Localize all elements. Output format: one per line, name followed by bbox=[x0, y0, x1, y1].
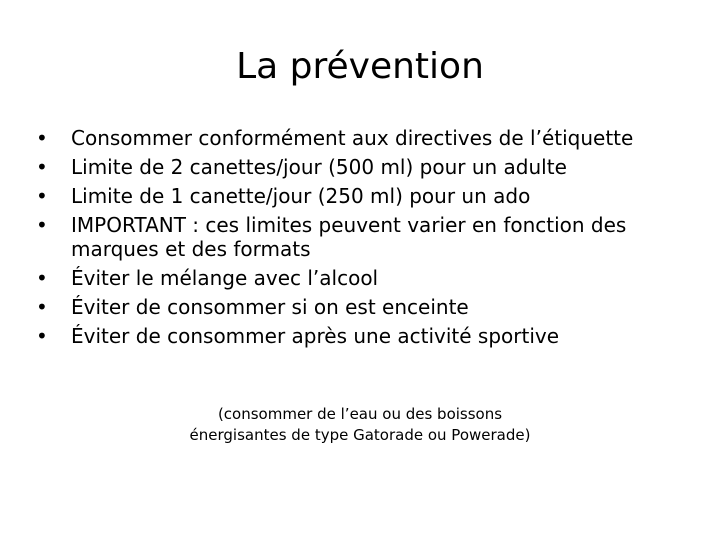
bullet-icon: • bbox=[36, 266, 48, 290]
bullet-text: Éviter de consommer après une activité sportive bbox=[71, 324, 560, 348]
bullet-text: Éviter de consommer si on est enceinte bbox=[71, 295, 469, 319]
bullet-item bbox=[36, 213, 686, 261]
footnote-line: (consommer de l’eau ou des boissons bbox=[217, 405, 503, 423]
bullet-text: Limite de 2 canettes/jour (500 ml) pour un adulte bbox=[71, 155, 567, 179]
bullet-icon: • bbox=[36, 324, 48, 348]
bullet-item bbox=[36, 266, 686, 290]
bullet-icon: • bbox=[36, 295, 48, 319]
bullet-icon: • bbox=[36, 213, 48, 237]
bullet-list bbox=[36, 126, 686, 353]
bullet-item bbox=[36, 324, 686, 348]
footnote bbox=[150, 404, 570, 446]
slide-title: La prévention bbox=[236, 46, 484, 87]
footnote-line: énergisantes de type Gatorade ou Powerade) bbox=[189, 426, 531, 444]
bullet-item bbox=[36, 184, 686, 208]
bullet-item bbox=[36, 295, 686, 319]
bullet-text: IMPORTANT : ces limites peuvent varier en fonction des marques et des formats bbox=[71, 213, 627, 261]
bullet-item bbox=[36, 155, 686, 179]
bullet-icon: • bbox=[36, 155, 48, 179]
bullet-icon: • bbox=[36, 126, 48, 150]
bullet-icon: • bbox=[36, 184, 48, 208]
bullet-text: Limite de 1 canette/jour (250 ml) pour un ado bbox=[71, 184, 531, 208]
bullet-item bbox=[36, 126, 686, 150]
bullet-text: Éviter le mélange avec l’alcool bbox=[71, 266, 379, 290]
bullet-text: Consommer conformément aux directives de l’étiquette bbox=[71, 126, 634, 150]
